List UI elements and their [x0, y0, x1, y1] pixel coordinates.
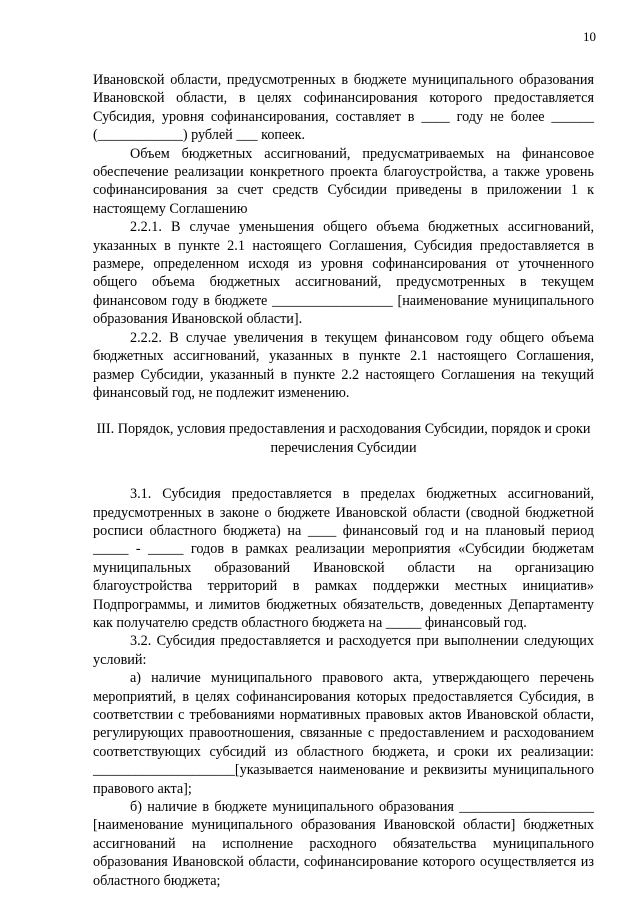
page-number: 10 — [583, 29, 596, 44]
paragraph-2-2-1: 2.2.1. В случае уменьшения общего объема бюджетных ассигнований, указанных в пункте 2.1 настоящего Соглашения, Субсидия предоставляется в размере, определенном исходя из уровня софинансирования от уточненного общего объема бюджетных ассигнований, предусмотренных в текущем финансовом году в бюджете _________________ [наименование муниципального образования Ивановской области]. — [93, 219, 594, 328]
paragraph-condition-a: а) наличие муниципального правового акта, утверждающего перечень мероприятий, в целях софинансирования которых предоставляется Субсидия, в соответствии с требованиями нормативных правовых актов Ивановской области, регулирующих правоотношения, связанные с предоставлением и расходованием соответствующих субсидий из областного бюджета, и сроки их реализации: ____________________[указывается наименование и реквизиты муниципального правового акта]; — [93, 670, 594, 797]
paragraph-2-2-2: 2.2.2. В случае увеличения в текущем финансовом году общего объема бюджетных ассигнований, указанных в пункте 2.1 настоящего Соглашения, размер Субсидии, указанный в пункте 2.2 настоящего Соглашения на текущий финансовый год, не подлежит изменению. — [93, 329, 594, 401]
paragraph-condition-b: б) наличие в бюджете муниципального образования ___________________ [наименование муниципального образования Ивановской области] бюджетных ассигнований на исполнение расходного обязательства муниципального образования Ивановской области, софинансирование которого осуществляется из областного бюджета; — [93, 799, 594, 889]
section-heading: III. Порядок, условия предоставления и расходования Субсидии, порядок и сроки перечисления Субсидии — [96, 421, 591, 456]
paragraph-budget-volume: Объем бюджетных ассигнований, предусматриваемых на финансовое обеспечение реализации конкретного проекта благоустройства, а также уровень софинансирования за счет средств Субсидии приведены в приложении 1 к настоящему Соглашению — [93, 145, 594, 217]
paragraph-3-1: 3.1. Субсидия предоставляется в пределах бюджетных ассигнований, предусмотренных в законе о бюджете Ивановской области (сводной бюджетной росписи областного бюджета) на ____ финансовый год и на плановый период _____ - _____ годов в рамках реализации мероприятия «Субсидии бюджетам муниципальных образований Ивановской области на организацию благоустройства территорий в рамках поддержки местных инициатив» Подпрограммы, и лимитов бюджетных обязательств, доведенных Департаменту как получателю средств областного бюджета на _____ финансовый год. — [93, 486, 594, 631]
document-body — [93, 71, 594, 890]
paragraph-3-2: 3.2. Субсидия предоставляется и расходуется при выполнении следующих условий: — [93, 633, 594, 668]
paragraph-continuation: Ивановской области, предусмотренных в бюджете муниципального образования Ивановской области, в целях софинансирования которого предоставляется Субсидия, уровня софинансирования, составляет в ____ году не более ______ (____________) рублей ___ копеек. — [93, 72, 594, 144]
